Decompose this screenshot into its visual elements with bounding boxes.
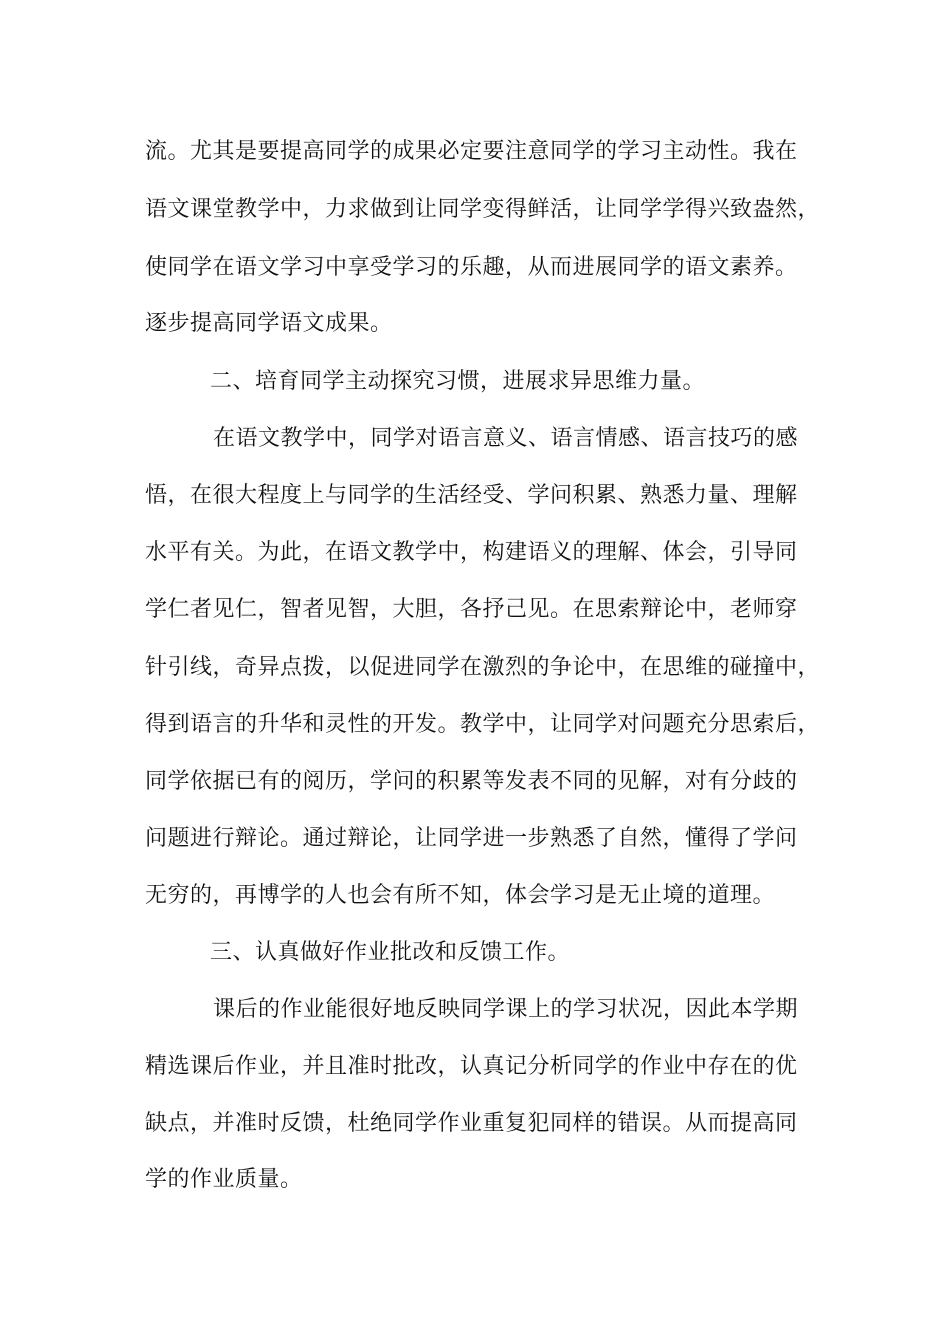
paragraph-line: 流。尤其是要提高同学的成果必定要注意同学的学习主动性。我在 (145, 139, 798, 164)
paragraph-line: 学仁者见仁，智者见智，大胆，各抒己见。在思索辩论中，老师穿 (145, 597, 798, 622)
paragraph-line: 水平有关。为此，在语文教学中，构建语义的理解、体会，引导同 (145, 540, 798, 565)
paragraph-line: 课后的作业能很好地反映同学课上的学习状况，因此本学期 (213, 997, 799, 1022)
paragraph-line: 逐步提高同学语文成果。 (145, 311, 393, 336)
paragraph-line: 同学依据已有的阅历，学问的积累等发表不同的见解，对有分歧的 (145, 769, 798, 794)
section-heading: 三、认真做好作业批改和反馈工作。 (210, 940, 571, 965)
section-heading: 二、培育同学主动探究习惯，进展求异思维力量。 (210, 369, 706, 394)
paragraph-line: 针引线，奇异点拨，以促进同学在激烈的争论中，在思维的碰撞中， (145, 655, 821, 680)
paragraph-line: 得到语言的升华和灵性的开发。教学中，让同学对问题充分思索后， (145, 712, 821, 737)
paragraph-line: 使同学在语文学习中享受学习的乐趣，从而进展同学的语文素养。 (145, 255, 798, 280)
paragraph-line: 缺点，并准时反馈，杜绝同学作业重复犯同样的错误。从而提高同 (145, 1111, 798, 1136)
paragraph-line: 在语文教学中，同学对语言意义、语言情感、语言技巧的感 (213, 426, 799, 451)
paragraph-line: 悟，在很大程度上与同学的生活经受、学问积累、熟悉力量、理解 (145, 483, 798, 508)
paragraph-line: 无穷的，再博学的人也会有所不知，体会学习是无止境的道理。 (145, 883, 776, 908)
paragraph-line: 精选课后作业，并且准时批改，认真记分析同学的作业中存在的优 (145, 1054, 798, 1079)
paragraph-line: 语文课堂教学中，力求做到让同学变得鲜活，让同学学得兴致盎然， (145, 197, 821, 222)
paragraph-line: 学的作业质量。 (145, 1167, 303, 1192)
paragraph-line: 问题进行辩论。通过辩论，让同学进一步熟悉了自然，懂得了学问 (145, 826, 798, 851)
